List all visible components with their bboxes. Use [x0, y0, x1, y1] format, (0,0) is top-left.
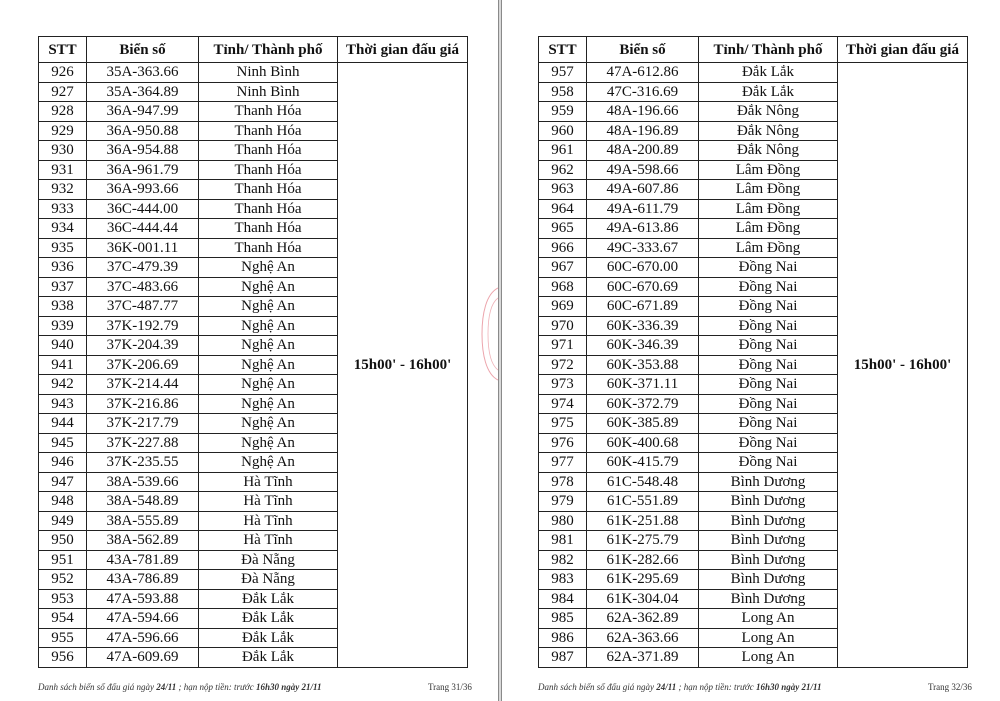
row-province: Thanh Hóa [199, 238, 338, 258]
row-province: Lâm Đồng [699, 160, 838, 180]
row-stt: 971 [539, 336, 587, 356]
row-plate: 60K-415.79 [587, 453, 699, 473]
row-plate: 37K-204.39 [87, 336, 199, 356]
row-plate: 37K-214.44 [87, 375, 199, 395]
row-plate: 60K-336.39 [587, 316, 699, 336]
row-province: Đồng Nai [699, 394, 838, 414]
row-stt: 929 [39, 121, 87, 141]
row-plate: 60K-385.89 [587, 414, 699, 434]
row-province: Bình Dương [699, 531, 838, 551]
row-plate: 49A-607.86 [587, 180, 699, 200]
row-province: Đồng Nai [699, 258, 838, 278]
row-province: Nghệ An [199, 316, 338, 336]
row-plate: 49C-333.67 [587, 238, 699, 258]
red-stamp-fragment [480, 284, 498, 391]
row-stt: 957 [539, 63, 587, 83]
row-plate: 37K-216.86 [87, 394, 199, 414]
row-province: Đắk Nông [699, 121, 838, 141]
row-plate: 61K-282.66 [587, 550, 699, 570]
row-stt: 951 [39, 550, 87, 570]
row-province: Bình Dương [699, 550, 838, 570]
row-plate: 61C-551.89 [587, 492, 699, 512]
row-stt: 933 [39, 199, 87, 219]
row-plate: 38A-548.89 [87, 492, 199, 512]
row-stt: 960 [539, 121, 587, 141]
row-plate: 36A-993.66 [87, 180, 199, 200]
footer-note: Danh sách biển số đấu giá ngày 24/11 ; hạn nộp tiền: trước 16h30 ngày 21/11 [538, 682, 822, 692]
row-plate: 37K-227.88 [87, 433, 199, 453]
row-plate: 61K-275.79 [587, 531, 699, 551]
footer-note: Danh sách biển số đấu giá ngày 24/11 ; hạn nộp tiền: trước 16h30 ngày 21/11 [38, 682, 322, 692]
row-plate: 62A-363.66 [587, 628, 699, 648]
row-stt: 944 [39, 414, 87, 434]
row-stt: 973 [539, 375, 587, 395]
row-stt: 930 [39, 141, 87, 161]
row-plate: 37C-483.66 [87, 277, 199, 297]
row-stt: 980 [539, 511, 587, 531]
row-plate: 35A-364.89 [87, 82, 199, 102]
row-plate: 38A-539.66 [87, 472, 199, 492]
row-plate: 49A-611.79 [587, 199, 699, 219]
row-province: Thanh Hóa [199, 121, 338, 141]
row-province: Bình Dương [699, 589, 838, 609]
row-province: Đồng Nai [699, 277, 838, 297]
row-stt: 968 [539, 277, 587, 297]
row-plate: 48A-196.66 [587, 102, 699, 122]
row-province: Nghệ An [199, 297, 338, 317]
row-province: Nghệ An [199, 453, 338, 473]
row-stt: 928 [39, 102, 87, 122]
row-stt: 965 [539, 219, 587, 239]
row-stt: 955 [39, 628, 87, 648]
row-province: Hà Tĩnh [199, 472, 338, 492]
row-stt: 975 [539, 414, 587, 434]
row-stt: 934 [39, 219, 87, 239]
row-province: Bình Dương [699, 570, 838, 590]
row-province: Đồng Nai [699, 355, 838, 375]
row-plate: 36A-947.99 [87, 102, 199, 122]
row-stt: 939 [39, 316, 87, 336]
row-province: Long An [699, 628, 838, 648]
row-stt: 982 [539, 550, 587, 570]
row-stt: 949 [39, 511, 87, 531]
header-stt: STT [539, 37, 587, 63]
document-page-right [502, 0, 1000, 701]
table-body [39, 63, 468, 668]
row-province: Đồng Nai [699, 453, 838, 473]
row-stt: 979 [539, 492, 587, 512]
row-province: Nghệ An [199, 258, 338, 278]
row-province: Thanh Hóa [199, 141, 338, 161]
row-province: Bình Dương [699, 511, 838, 531]
row-province: Hà Tĩnh [199, 492, 338, 512]
row-province: Long An [699, 648, 838, 668]
row-province: Hà Tĩnh [199, 511, 338, 531]
row-plate: 61K-295.69 [587, 570, 699, 590]
row-stt: 938 [39, 297, 87, 317]
row-stt: 976 [539, 433, 587, 453]
row-plate: 43A-781.89 [87, 550, 199, 570]
row-plate: 47A-594.66 [87, 609, 199, 629]
row-province: Lâm Đồng [699, 219, 838, 239]
row-plate: 61K-251.88 [587, 511, 699, 531]
row-stt: 964 [539, 199, 587, 219]
row-plate: 38A-562.89 [87, 531, 199, 551]
table-row [39, 63, 468, 83]
row-stt: 984 [539, 589, 587, 609]
row-stt: 950 [39, 531, 87, 551]
footer-date: 24/11 [656, 682, 677, 692]
row-stt: 954 [39, 609, 87, 629]
row-stt: 940 [39, 336, 87, 356]
row-plate: 36C-444.00 [87, 199, 199, 219]
row-stt: 948 [39, 492, 87, 512]
row-province: Nghệ An [199, 414, 338, 434]
row-province: Ninh Bình [199, 82, 338, 102]
table-header-row [39, 37, 468, 63]
row-province: Đà Nẵng [199, 550, 338, 570]
row-stt: 937 [39, 277, 87, 297]
row-stt: 941 [39, 355, 87, 375]
document-page-left [0, 0, 498, 701]
row-stt: 952 [39, 570, 87, 590]
row-province: Bình Dương [699, 472, 838, 492]
row-plate: 37K-206.69 [87, 355, 199, 375]
row-stt: 987 [539, 648, 587, 668]
header-auction-time: Thời gian đấu giá [838, 37, 968, 63]
row-stt: 974 [539, 394, 587, 414]
plate-table-left [38, 36, 468, 668]
row-plate: 37C-487.77 [87, 297, 199, 317]
row-province: Hà Tĩnh [199, 531, 338, 551]
row-plate: 60K-372.79 [587, 394, 699, 414]
row-stt: 946 [39, 453, 87, 473]
row-stt: 972 [539, 355, 587, 375]
header-plate: Biển số [87, 37, 199, 63]
header-stt: STT [39, 37, 87, 63]
row-stt: 943 [39, 394, 87, 414]
row-province: Đồng Nai [699, 375, 838, 395]
auction-time-slot: 15h00' - 16h00' [338, 63, 468, 668]
row-province: Đắk Nông [699, 102, 838, 122]
table-body [539, 63, 968, 668]
row-province: Thanh Hóa [199, 219, 338, 239]
row-stt: 931 [39, 160, 87, 180]
row-province: Đắk Lắk [199, 648, 338, 668]
row-stt: 963 [539, 180, 587, 200]
row-province: Bình Dương [699, 492, 838, 512]
row-province: Lâm Đồng [699, 180, 838, 200]
row-stt: 947 [39, 472, 87, 492]
header-plate: Biển số [587, 37, 699, 63]
row-province: Đồng Nai [699, 433, 838, 453]
table-header-row [539, 37, 968, 63]
footer-deadline: 16h30 ngày 21/11 [255, 682, 322, 692]
row-stt: 967 [539, 258, 587, 278]
row-plate: 47A-593.88 [87, 589, 199, 609]
row-plate: 60K-400.68 [587, 433, 699, 453]
row-plate: 38A-555.89 [87, 511, 199, 531]
row-plate: 37K-235.55 [87, 453, 199, 473]
row-plate: 36A-954.88 [87, 141, 199, 161]
row-plate: 60K-371.11 [587, 375, 699, 395]
row-province: Đắk Lắk [199, 628, 338, 648]
plate-table-right [538, 36, 968, 668]
row-stt: 935 [39, 238, 87, 258]
row-province: Đắk Nông [699, 141, 838, 161]
row-plate: 47C-316.69 [587, 82, 699, 102]
row-province: Nghệ An [199, 433, 338, 453]
row-plate: 36A-961.79 [87, 160, 199, 180]
row-stt: 953 [39, 589, 87, 609]
row-province: Đồng Nai [699, 336, 838, 356]
row-stt: 969 [539, 297, 587, 317]
row-province: Thanh Hóa [199, 180, 338, 200]
row-plate: 48A-196.89 [587, 121, 699, 141]
row-plate: 35A-363.66 [87, 63, 199, 83]
page-number: Trang 32/36 [928, 682, 972, 692]
row-province: Đắk Lắk [199, 609, 338, 629]
row-stt: 959 [539, 102, 587, 122]
row-province: Đồng Nai [699, 297, 838, 317]
row-plate: 62A-371.89 [587, 648, 699, 668]
row-plate: 61K-304.04 [587, 589, 699, 609]
row-plate: 60C-671.89 [587, 297, 699, 317]
row-stt: 926 [39, 63, 87, 83]
row-province: Nghệ An [199, 375, 338, 395]
row-stt: 981 [539, 531, 587, 551]
row-plate: 37C-479.39 [87, 258, 199, 278]
auction-time-slot: 15h00' - 16h00' [838, 63, 968, 668]
header-province: Tỉnh/ Thành phố [699, 37, 838, 63]
row-plate: 36C-444.44 [87, 219, 199, 239]
row-stt: 945 [39, 433, 87, 453]
row-province: Thanh Hóa [199, 102, 338, 122]
row-province: Thanh Hóa [199, 199, 338, 219]
row-plate: 47A-612.86 [587, 63, 699, 83]
footer-date: 24/11 [156, 682, 177, 692]
row-plate: 43A-786.89 [87, 570, 199, 590]
row-stt: 958 [539, 82, 587, 102]
row-province: Lâm Đồng [699, 238, 838, 258]
row-plate: 37K-192.79 [87, 316, 199, 336]
row-province: Nghệ An [199, 394, 338, 414]
row-plate: 60K-346.39 [587, 336, 699, 356]
row-province: Đắk Lắk [699, 63, 838, 83]
row-plate: 61C-548.48 [587, 472, 699, 492]
row-plate: 62A-362.89 [587, 609, 699, 629]
row-plate: 36A-950.88 [87, 121, 199, 141]
row-stt: 927 [39, 82, 87, 102]
row-stt: 932 [39, 180, 87, 200]
footer-deadline: 16h30 ngày 21/11 [755, 682, 822, 692]
row-province: Ninh Bình [199, 63, 338, 83]
row-province: Thanh Hóa [199, 160, 338, 180]
table-row [539, 63, 968, 83]
row-stt: 977 [539, 453, 587, 473]
row-plate: 60C-670.69 [587, 277, 699, 297]
row-stt: 983 [539, 570, 587, 590]
row-stt: 961 [539, 141, 587, 161]
row-stt: 978 [539, 472, 587, 492]
row-plate: 47A-596.66 [87, 628, 199, 648]
row-province: Đắk Lắk [199, 589, 338, 609]
row-plate: 60C-670.00 [587, 258, 699, 278]
row-stt: 962 [539, 160, 587, 180]
row-plate: 49A-598.66 [587, 160, 699, 180]
header-auction-time: Thời gian đấu giá [338, 37, 468, 63]
row-stt: 956 [39, 648, 87, 668]
row-province: Nghệ An [199, 355, 338, 375]
row-plate: 37K-217.79 [87, 414, 199, 434]
row-stt: 986 [539, 628, 587, 648]
row-stt: 970 [539, 316, 587, 336]
row-province: Long An [699, 609, 838, 629]
row-province: Đồng Nai [699, 316, 838, 336]
row-province: Lâm Đồng [699, 199, 838, 219]
row-stt: 936 [39, 258, 87, 278]
row-plate: 36K-001.11 [87, 238, 199, 258]
row-plate: 49A-613.86 [587, 219, 699, 239]
row-plate: 60K-353.88 [587, 355, 699, 375]
row-plate: 47A-609.69 [87, 648, 199, 668]
row-province: Đồng Nai [699, 414, 838, 434]
row-stt: 985 [539, 609, 587, 629]
header-province: Tỉnh/ Thành phố [199, 37, 338, 63]
page-number: Trang 31/36 [428, 682, 472, 692]
row-province: Nghệ An [199, 336, 338, 356]
row-province: Đắk Lắk [699, 82, 838, 102]
row-stt: 942 [39, 375, 87, 395]
row-province: Đà Nẵng [199, 570, 338, 590]
row-province: Nghệ An [199, 277, 338, 297]
row-stt: 966 [539, 238, 587, 258]
row-plate: 48A-200.89 [587, 141, 699, 161]
